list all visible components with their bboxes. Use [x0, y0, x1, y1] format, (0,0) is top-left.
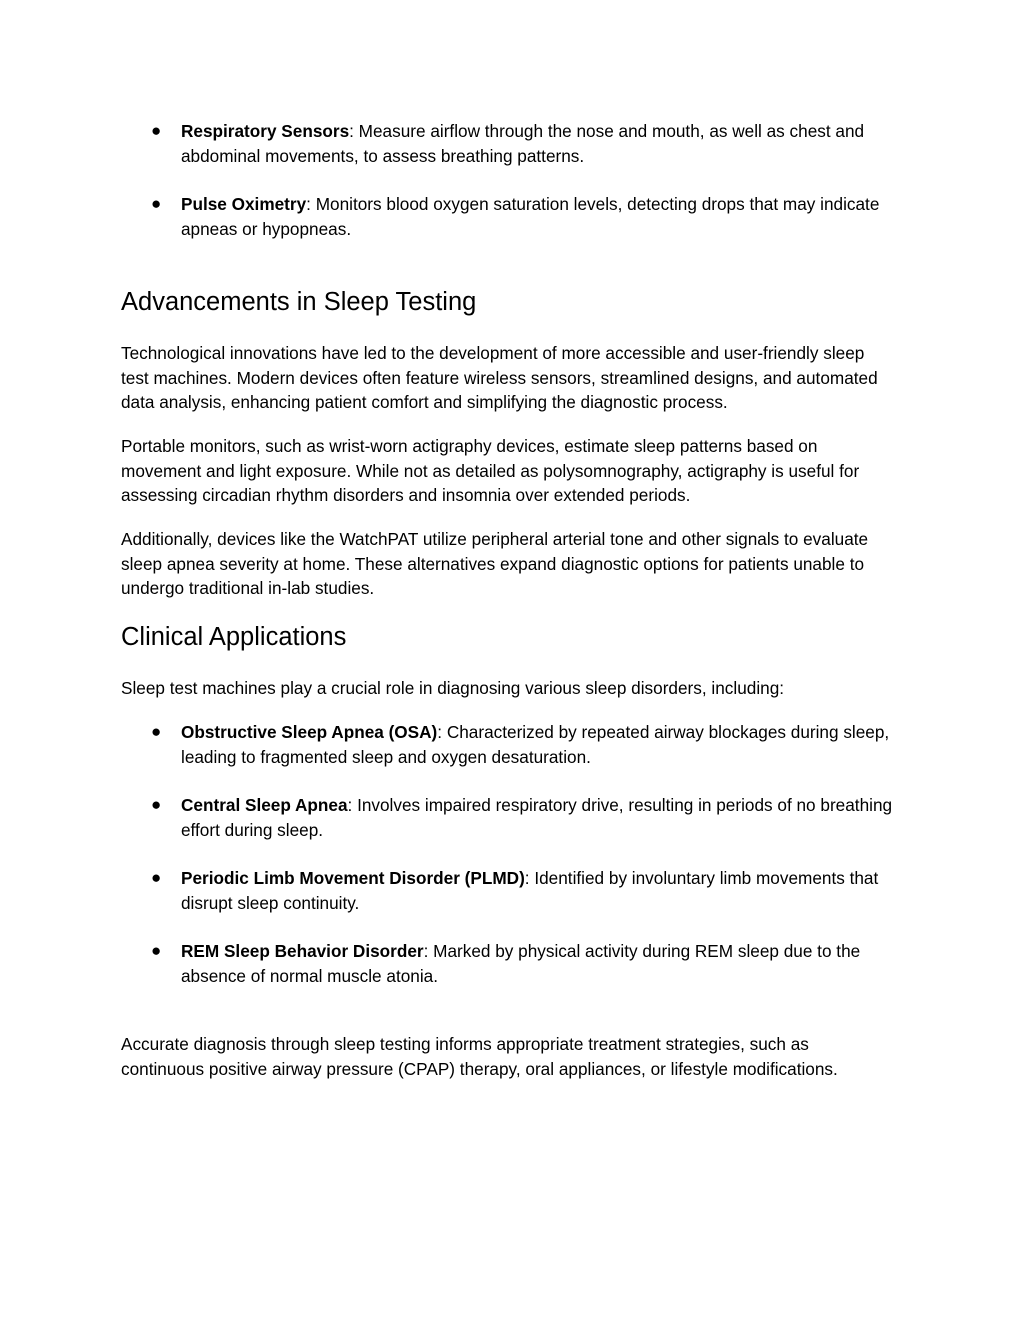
- bullet-icon: ●: [151, 722, 162, 741]
- bullet-icon: ●: [151, 121, 162, 140]
- bullet-icon: ●: [151, 795, 162, 814]
- list-item: [0, 866, 893, 915]
- paragraph: Portable monitors, such as wrist-worn actigraphy devices, estimate sleep patterns based on movement and light exposure. While not as detailed as polysomnography, actigraphy is useful for assessing circadian rhythm disorders and insomnia over extended periods.: [121, 436, 860, 505]
- bullet-text: : Marked by physical activity during REM sleep due to the absence of normal muscle atonia.: [181, 941, 861, 986]
- bullet-term: Obstructive Sleep Apnea (OSA): [181, 722, 438, 742]
- sensor-bullet-list: [0, 119, 1024, 241]
- bullet-icon: ●: [151, 194, 162, 213]
- section-heading-advancements: Advancements in Sleep Testing: [121, 288, 477, 316]
- paragraph: Additionally, devices like the WatchPAT utilize peripheral arterial tone and other signals to evaluate sleep apnea severity at home. These alternatives expand diagnostic options for patients unable to undergo traditional in-lab studies.: [121, 529, 869, 598]
- bullet-term: REM Sleep Behavior Disorder: [181, 941, 424, 961]
- bullet-text: : Measure airflow through the nose and mouth, as well as chest and abdominal movements, to assess breathing patterns.: [181, 121, 865, 166]
- paragraph-closing: Accurate diagnosis through sleep testing informs appropriate treatment strategies, such as continuous positive airway pressure (CPAP) therapy, oral appliances, or lifestyle modifications.: [121, 1034, 838, 1079]
- bullet-term: Periodic Limb Movement Disorder (PLMD): [181, 868, 525, 888]
- bullet-text: : Monitors blood oxygen saturation levels, detecting drops that may indicate apneas or hypopneas.: [181, 194, 880, 239]
- list-item: [0, 192, 893, 241]
- bullet-icon: ●: [151, 941, 162, 960]
- list-item: [0, 119, 893, 168]
- disorder-bullet-list: [0, 720, 1024, 988]
- paragraph-intro: Sleep test machines play a crucial role in diagnosing various sleep disorders, including:: [121, 678, 785, 698]
- bullet-text: : Identified by involuntary limb movements that disrupt sleep continuity.: [181, 868, 879, 913]
- section-heading-clinical: Clinical Applications: [121, 623, 347, 651]
- bullet-term: Respiratory Sensors: [181, 121, 350, 141]
- list-item: [0, 939, 893, 988]
- bullet-text: : Involves impaired respiratory drive, resulting in periods of no breathing effort during sleep.: [181, 795, 893, 840]
- list-item: [0, 793, 893, 842]
- list-item: [0, 720, 893, 769]
- bullet-term: Pulse Oximetry: [181, 194, 307, 214]
- bullet-icon: ●: [151, 868, 162, 887]
- bullet-term: Central Sleep Apnea: [181, 795, 348, 815]
- bullet-text: : Characterized by repeated airway blockages during sleep, leading to fragmented sleep and oxygen desaturation.: [181, 722, 890, 767]
- paragraph: Technological innovations have led to the development of more accessible and user-friendly sleep test machines. Modern devices often feature wireless sensors, streamlined designs, and automated data analysis, enhancing patient comfort and simplifying the diagnostic process.: [121, 343, 878, 412]
